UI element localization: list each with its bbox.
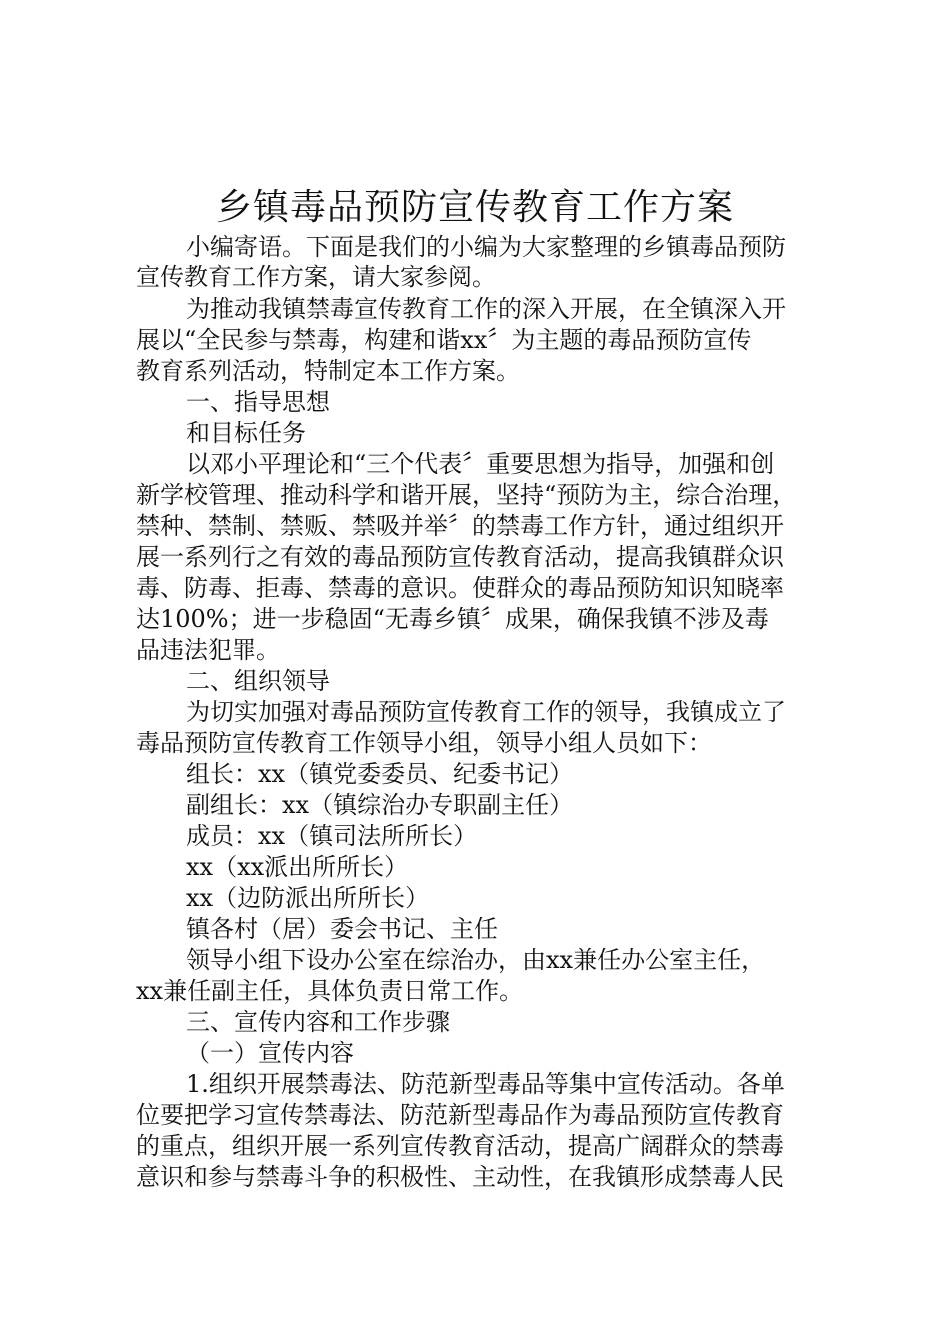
section-heading: 和目标任务 <box>186 419 306 447</box>
paragraph-line: 新学校管理、推动科学和谐开展，坚持“预防为主，综合治理， <box>136 481 797 509</box>
section-heading: 三、宣传内容和工作步骤 <box>186 1008 450 1036</box>
paragraph-line: 毒、防毒、拒毒、禁毒的意识。使群众的毒品预防知识知晓率 <box>136 574 784 602</box>
paragraph-line: 达100%；进一步稳固“无毒乡镇〞成果，确保我镇不涉及毒 <box>136 605 769 633</box>
list-item: 副组长：xx（镇综治办专职副主任） <box>186 791 574 819</box>
paragraph-line: 毒品预防宣传教育工作领导小组，领导小组人员如下： <box>136 729 712 757</box>
section-heading: 一、指导思想 <box>186 388 330 416</box>
paragraph-line: 展一系列行之有效的毒品预防宣传教育活动，提高我镇群众识 <box>136 543 784 571</box>
paragraph-line: 为推动我镇禁毒宣传教育工作的深入开展，在全镇深入开 <box>186 295 786 323</box>
list-item: 成员：xx（镇司法所所长） <box>186 822 478 850</box>
paragraph-line: 的重点，组织开展一系列宣传教育活动，提高广阔群众的禁毒 <box>136 1132 784 1160</box>
paragraph-line: 位要把学习宣传禁毒法、防范新型毒品作为毒品预防宣传教育 <box>136 1101 784 1129</box>
list-item: 组长：xx（镇党委委员、纪委书记） <box>186 760 574 788</box>
paragraph-line: 为切实加强对毒品预防宣传教育工作的领导，我镇成立了 <box>186 698 786 726</box>
subsection-heading: （一）宣传内容 <box>186 1039 354 1067</box>
paragraph-line: 以邓小平理论和“三个代表〞重要思想为指导，加强和创 <box>186 450 775 478</box>
paragraph-line: 小编寄语。下面是我们的小编为大家整理的乡镇毒品预防 <box>186 233 786 261</box>
list-item: xx（xx派出所所长） <box>186 853 409 881</box>
list-item: 镇各村（居）委会书记、主任 <box>186 915 498 943</box>
paragraph-line: 1.组织开展禁毒法、防范新型毒品等集中宣传活动。各单 <box>186 1070 785 1098</box>
document-title: 乡镇毒品预防宣传教育工作方案 <box>215 187 734 228</box>
paragraph-line: 教育系列活动，特制定本工作方案。 <box>136 357 520 385</box>
paragraph-line: 意识和参与禁毒斗争的积极性、主动性，在我镇形成禁毒人民 <box>136 1163 784 1191</box>
paragraph-line: 品违法犯罪。 <box>136 636 280 664</box>
section-heading: 二、组织领导 <box>186 667 330 695</box>
paragraph-line: 宣传教育工作方案，请大家参阅。 <box>136 263 496 291</box>
paragraph-line: 禁种、禁制、禁贩、禁吸并举〞的禁毒工作方针，通过组织开 <box>136 512 784 540</box>
list-item: xx（边防派出所所长） <box>186 884 430 912</box>
paragraph-line: 领导小组下设办公室在综治办，由xx兼任办公室主任， <box>186 946 766 974</box>
paragraph-line: 展以“全民参与禁毒，构建和谐xx〞为主题的毒品预防宣传 <box>136 326 752 354</box>
paragraph-line: xx兼任副主任，具体负责日常工作。 <box>136 977 524 1005</box>
